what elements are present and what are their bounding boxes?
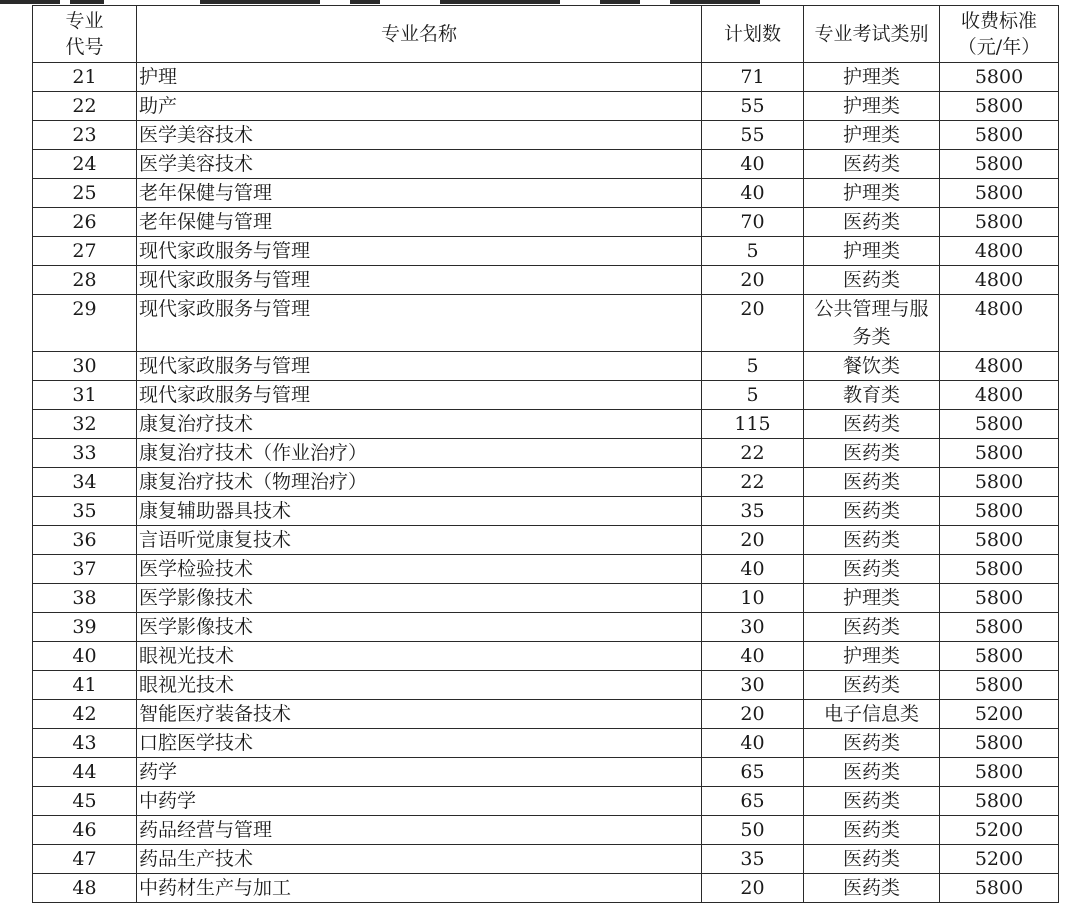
- cell-code: 42: [33, 700, 137, 729]
- cell-name: 中药学: [137, 787, 702, 816]
- cell-exam-category: 护理类: [804, 63, 940, 92]
- cell-plan: 50: [702, 816, 804, 845]
- cell-code: 41: [33, 671, 137, 700]
- cell-name: 智能医疗装备技术: [137, 700, 702, 729]
- table-row: [33, 179, 1059, 208]
- cell-name: 现代家政服务与管理: [137, 352, 702, 381]
- cell-fee: 5800: [940, 410, 1059, 439]
- cell-fee: 5800: [940, 584, 1059, 613]
- cell-exam-category: 医药类: [804, 497, 940, 526]
- table-row: [33, 816, 1059, 845]
- cell-name: 医学影像技术: [137, 584, 702, 613]
- cell-plan: 40: [702, 555, 804, 584]
- cell-name: 医学检验技术: [137, 555, 702, 584]
- table-row: [33, 787, 1059, 816]
- table-row: [33, 671, 1059, 700]
- cell-plan: 20: [702, 700, 804, 729]
- cell-name: 护理: [137, 63, 702, 92]
- cell-plan: 22: [702, 439, 804, 468]
- cell-name: 老年保健与管理: [137, 179, 702, 208]
- cell-fee: 5200: [940, 700, 1059, 729]
- cell-exam-category: 医药类: [804, 758, 940, 787]
- cell-code: 31: [33, 381, 137, 410]
- cell-code: 37: [33, 555, 137, 584]
- table-row: [33, 237, 1059, 266]
- cell-fee: 5200: [940, 816, 1059, 845]
- table-row: [33, 439, 1059, 468]
- cell-exam-category: 医药类: [804, 874, 940, 903]
- cell-exam-category: 医药类: [804, 671, 940, 700]
- cell-plan: 20: [702, 874, 804, 903]
- cell-name: 中药材生产与加工: [137, 874, 702, 903]
- cell-plan: 35: [702, 845, 804, 874]
- table-row: [33, 613, 1059, 642]
- header-fee: 收费标准 （元/年）: [940, 6, 1059, 63]
- table-row: [33, 497, 1059, 526]
- cell-name: 现代家政服务与管理: [137, 381, 702, 410]
- cell-code: 29: [33, 295, 137, 352]
- cell-name: 医学美容技术: [137, 121, 702, 150]
- cell-name: 助产: [137, 92, 702, 121]
- cell-fee: 5800: [940, 208, 1059, 237]
- table-row: [33, 874, 1059, 903]
- cell-plan: 20: [702, 266, 804, 295]
- table-row: [33, 700, 1059, 729]
- cell-plan: 30: [702, 613, 804, 642]
- cell-name: 口腔医学技术: [137, 729, 702, 758]
- cell-exam-category: 医药类: [804, 150, 940, 179]
- cell-plan: 65: [702, 787, 804, 816]
- table-row: [33, 845, 1059, 874]
- cell-fee: 4800: [940, 295, 1059, 352]
- header-name: 专业名称: [137, 6, 702, 63]
- cell-plan: 55: [702, 121, 804, 150]
- table-row: [33, 295, 1059, 352]
- cell-name: 康复治疗技术: [137, 410, 702, 439]
- table-row: [33, 758, 1059, 787]
- cell-code: 47: [33, 845, 137, 874]
- cell-fee: 5800: [940, 121, 1059, 150]
- cell-name: 药品生产技术: [137, 845, 702, 874]
- cell-fee: 5800: [940, 758, 1059, 787]
- table-row: [33, 468, 1059, 497]
- cell-code: 22: [33, 92, 137, 121]
- cell-name: 现代家政服务与管理: [137, 266, 702, 295]
- cell-plan: 20: [702, 295, 804, 352]
- table-row: [33, 729, 1059, 758]
- cell-fee: 5800: [940, 874, 1059, 903]
- cell-name: 医学影像技术: [137, 613, 702, 642]
- cell-exam-category: 电子信息类: [804, 700, 940, 729]
- cell-plan: 35: [702, 497, 804, 526]
- cell-plan: 115: [702, 410, 804, 439]
- cell-name: 老年保健与管理: [137, 208, 702, 237]
- cell-name: 医学美容技术: [137, 150, 702, 179]
- cell-code: 27: [33, 237, 137, 266]
- table-row: [33, 121, 1059, 150]
- cell-exam-category: 医药类: [804, 816, 940, 845]
- cell-plan: 71: [702, 63, 804, 92]
- cell-code: 38: [33, 584, 137, 613]
- cell-fee: 5800: [940, 671, 1059, 700]
- cell-exam-category: 医药类: [804, 439, 940, 468]
- cell-fee: 5800: [940, 526, 1059, 555]
- cell-fee: 4800: [940, 266, 1059, 295]
- cell-plan: 10: [702, 584, 804, 613]
- cell-fee: 5800: [940, 63, 1059, 92]
- table-row: [33, 642, 1059, 671]
- cell-name: 眼视光技术: [137, 671, 702, 700]
- cell-exam-category: 护理类: [804, 92, 940, 121]
- cell-code: 21: [33, 63, 137, 92]
- cell-code: 48: [33, 874, 137, 903]
- cell-code: 44: [33, 758, 137, 787]
- cell-code: 46: [33, 816, 137, 845]
- cell-code: 40: [33, 642, 137, 671]
- cell-code: 28: [33, 266, 137, 295]
- cell-exam-category: 公共管理与服 务类: [804, 295, 940, 352]
- cell-fee: 5800: [940, 555, 1059, 584]
- cell-fee: 5800: [940, 787, 1059, 816]
- cell-fee: 5800: [940, 179, 1059, 208]
- cell-name: 康复治疗技术（物理治疗）: [137, 468, 702, 497]
- cell-name: 眼视光技术: [137, 642, 702, 671]
- table-row: [33, 410, 1059, 439]
- cell-plan: 55: [702, 92, 804, 121]
- header-code: 专业 代号: [33, 6, 137, 63]
- enrollment-plan-table: [32, 5, 1059, 903]
- cell-code: 43: [33, 729, 137, 758]
- cell-name: 现代家政服务与管理: [137, 295, 702, 352]
- cell-name: 言语听觉康复技术: [137, 526, 702, 555]
- cell-name: 药品经营与管理: [137, 816, 702, 845]
- cell-plan: 65: [702, 758, 804, 787]
- cell-plan: 20: [702, 526, 804, 555]
- cell-code: 45: [33, 787, 137, 816]
- table-row: [33, 381, 1059, 410]
- cell-name: 康复治疗技术（作业治疗）: [137, 439, 702, 468]
- cell-plan: 40: [702, 642, 804, 671]
- table-row: [33, 208, 1059, 237]
- cell-fee: 4800: [940, 352, 1059, 381]
- cell-fee: 5800: [940, 497, 1059, 526]
- cell-fee: 5800: [940, 468, 1059, 497]
- table-header-row: [33, 6, 1059, 63]
- cell-exam-category: 护理类: [804, 584, 940, 613]
- cell-exam-category: 护理类: [804, 642, 940, 671]
- cell-code: 33: [33, 439, 137, 468]
- cell-name: 康复辅助器具技术: [137, 497, 702, 526]
- header-exam-category: 专业考试类别: [804, 6, 940, 63]
- cell-code: 34: [33, 468, 137, 497]
- cell-exam-category: 医药类: [804, 266, 940, 295]
- cell-code: 30: [33, 352, 137, 381]
- cell-plan: 40: [702, 179, 804, 208]
- cell-exam-category: 医药类: [804, 787, 940, 816]
- cell-exam-category: 护理类: [804, 237, 940, 266]
- cell-code: 26: [33, 208, 137, 237]
- cell-code: 24: [33, 150, 137, 179]
- cell-code: 23: [33, 121, 137, 150]
- cell-exam-category: 教育类: [804, 381, 940, 410]
- cell-plan: 30: [702, 671, 804, 700]
- cell-exam-category: 护理类: [804, 121, 940, 150]
- cell-exam-category: 医药类: [804, 729, 940, 758]
- cell-exam-category: 医药类: [804, 208, 940, 237]
- cell-exam-category: 医药类: [804, 613, 940, 642]
- cell-fee: 4800: [940, 237, 1059, 266]
- cell-fee: 5800: [940, 613, 1059, 642]
- cell-exam-category: 医药类: [804, 845, 940, 874]
- cell-plan: 40: [702, 150, 804, 179]
- cell-plan: 40: [702, 729, 804, 758]
- cell-name: 药学: [137, 758, 702, 787]
- cell-fee: 5800: [940, 92, 1059, 121]
- cell-code: 39: [33, 613, 137, 642]
- cell-fee: 5800: [940, 729, 1059, 758]
- header-plan: 计划数: [702, 6, 804, 63]
- cell-plan: 70: [702, 208, 804, 237]
- cell-exam-category: 餐饮类: [804, 352, 940, 381]
- cell-code: 32: [33, 410, 137, 439]
- table-row: [33, 584, 1059, 613]
- cell-fee: 5800: [940, 439, 1059, 468]
- cell-exam-category: 医药类: [804, 468, 940, 497]
- cell-fee: 5800: [940, 150, 1059, 179]
- cell-code: 35: [33, 497, 137, 526]
- table-row: [33, 352, 1059, 381]
- cell-plan: 5: [702, 237, 804, 266]
- cell-exam-category: 医药类: [804, 555, 940, 584]
- table-row: [33, 266, 1059, 295]
- table-row: [33, 92, 1059, 121]
- cell-exam-category: 医药类: [804, 410, 940, 439]
- table-row: [33, 150, 1059, 179]
- cell-plan: 22: [702, 468, 804, 497]
- cell-exam-category: 医药类: [804, 526, 940, 555]
- table-row: [33, 63, 1059, 92]
- cell-code: 25: [33, 179, 137, 208]
- cell-fee: 4800: [940, 381, 1059, 410]
- cell-plan: 5: [702, 381, 804, 410]
- table-row: [33, 526, 1059, 555]
- table-row: [33, 555, 1059, 584]
- cell-plan: 5: [702, 352, 804, 381]
- cell-exam-category: 护理类: [804, 179, 940, 208]
- cell-code: 36: [33, 526, 137, 555]
- cell-name: 现代家政服务与管理: [137, 237, 702, 266]
- cell-fee: 5800: [940, 642, 1059, 671]
- cell-fee: 5200: [940, 845, 1059, 874]
